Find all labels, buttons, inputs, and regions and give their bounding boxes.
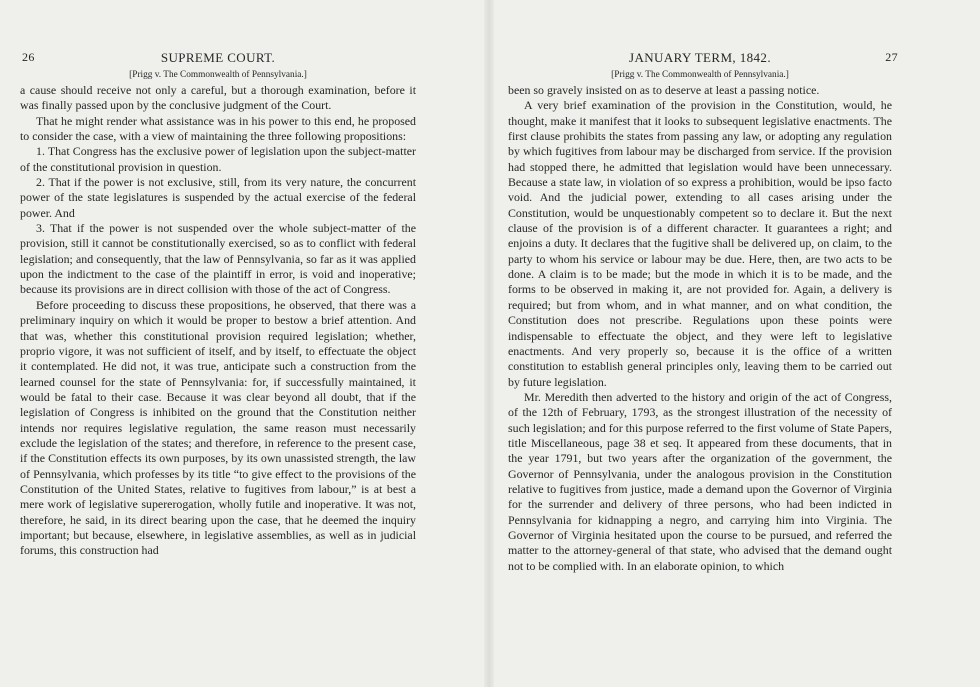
left-page: [20, 48, 416, 559]
left-running-title: SUPREME COURT.: [160, 50, 276, 65]
paragraph: That he might render what assistance was in his power to this end, he proposed to consider the case, with a view of maintaining the three following propositions:: [20, 113, 416, 144]
left-case-caption: [Prigg v. The Commonwealth of Pennsylvania.]: [129, 70, 307, 80]
right-page: [508, 48, 898, 574]
left-running-head: [20, 48, 416, 66]
right-running-head: [508, 48, 898, 66]
right-case-caption: [Prigg v. The Commonwealth of Pennsylvania.]: [611, 70, 789, 80]
book-gutter: [484, 0, 494, 687]
paragraph: been so gravely insisted on as to deserve at least a passing notice.: [508, 83, 820, 97]
paragraph: 2. That if the power is not exclusive, still, from its very nature, the concurrent power of the state legislatures is suspended by the actual exercise of the federal power. And: [20, 175, 416, 220]
paragraph: Mr. Meredith then adverted to the history and origin of the act of Congress, of the 12th of February, 1793, as the strongest illustration of the necessity of such legislation; and for this purpose referred to the first volume of State Papers, title Miscellaneous, page 38 et seq. It appeared from these documents, that in the year 1791, but two years after the organization of the government, the Governor of Pennsylvania, under the analogous provision in the Constitution relative to fugitives from justice, made a demand upon the Governor of Virginia for the surrender and delivery of three persons, who had been indicted in Pennsylvania for kidnapping a negro, and carrying him into Virginia. The Governor of Virginia hesitated upon the course to be pursued, and referred the matter to the attorney-general of that state, who advised that the demand ought not to be complied with. In an elaborate opinion, to which: [508, 389, 892, 573]
paragraph: A very brief examination of the provision in the Constitution, would, he thought, make it manifest that it looks to subsequent legislative enactments. The first clause prohibits the states from passing any law, or adopting any regulation by which fugitives from labour may be discharged from service. If the provision had stopped there, he admitted that legislation would have been unnecessary. Because a state law, in violation of so express a prohibition, would be ipso facto void. And the judicial power, extending to all cases arising under the Constitution, would be unquestionably competent so to declare it. But the next clause of the provision is of a different character. It guarantees a right; and enjoins a duty. It declares that the fugitive shall be delivered up, on claim, to the party to whom his service or labour may be due. Here, then, are two acts to be done. A claim is to be made; but the mode in which it is to be made, and the forms to be observed in making it, are not provided for. Again, a delivery is required; but from whom, and in what manner, and on what condition, the Constitution does not prescribe. Regulations upon these points were indispensable to effectuate the object, and they were left to legislative enactments. And very properly so, because it is the office of a written constitution to establish general principles only, leaving them to be carried out by future legislation.: [508, 98, 892, 389]
left-page-number: 26: [22, 50, 35, 64]
left-page-body: [20, 83, 416, 559]
paragraph: 1. That Congress has the exclusive power of legislation upon the subject-matter of the constitutional provision in question.: [20, 144, 416, 174]
paragraph: a cause should receive not only a careful, but a thorough examination, before it was finally passed upon by the conclusive judgment of the Court.: [20, 83, 416, 113]
right-page-body: [508, 83, 892, 574]
right-page-number: 27: [885, 50, 898, 64]
right-running-title: JANUARY TERM, 1842.: [629, 50, 771, 65]
paragraph: 3. That if the power is not suspended over the whole subject-matter of the provision, still it cannot be constitutionally exercised, so as to conflict with federal legislation; and consequently, that the law of Pennsylvania, so far as it was applied upon the indictment to the case of the plaintiff in error, is void and inoperative; because its provisions are in direct collision with those of the act of Congress.: [20, 221, 416, 297]
paragraph: Before proceeding to discuss these propositions, he observed, that there was a preliminary inquiry on which it would be proper to bestow a brief attention. And that was, whether this constitutional provision required legislation; whether, proprio vigore, it was not sufficient of itself, and by itself, to effectuate the object it contemplated. He did not, it was true, anticipate such a construction from the learned counsel for the state of Pennsylvania: for, if successfully maintained, it would be fatal to their case. Because it was clear beyond all doubt, that if the legislation of Congress is inhibited on the ground that the Constitution neither intends nor requires legislative regulation, the same reason must necessarily exclude the legislation of the states; and therefore, in reference to the present case, if the Constitution effects its own purposes, by its own unassisted strength, the law of Pennsylvania, which professes by its title “to give effect to the provisions of the Constitution of the United States, relative to fugitives from labour,” is at best a mere work of legislative supererogation, wholly futile and inoperative. It was not, therefore, he said, in its direct bearing upon the case, that he deemed the inquiry important; but because, elsewhere, in legislative assemblies, as well as in judicial forums, this construction had: [20, 297, 416, 558]
